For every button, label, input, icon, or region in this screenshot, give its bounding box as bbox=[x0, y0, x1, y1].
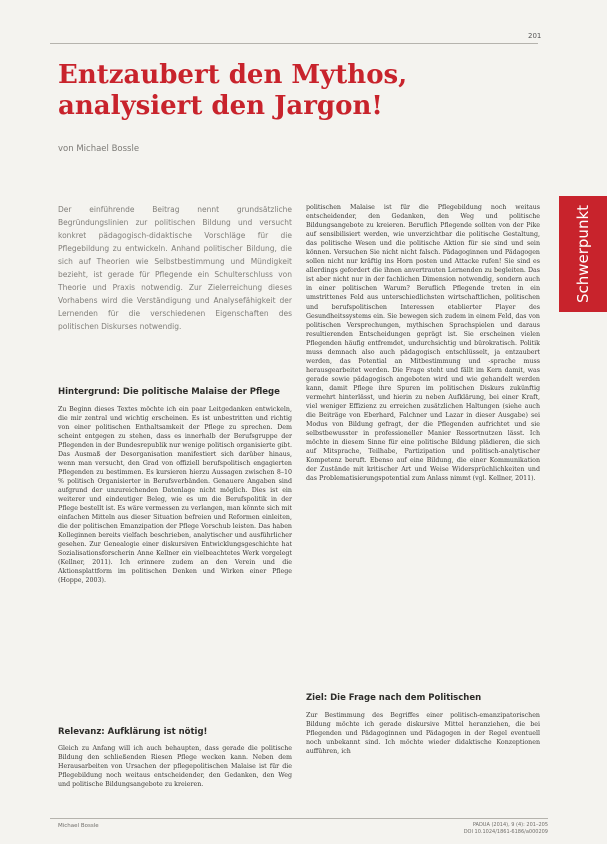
right-column-continuation: politischen Malaise ist für die Pflegebildung noch weitaus entscheidender, den Gedanken, den Weg und politische Bildungsangebote zu kreieren. Beruflich Pflegende sollten von der Pike auf sensibilisiert werden, wie unverzichtbar die politische Gestaltung, das politische Wesen und die politische Aktion für sie sind und sein können. Versuchen Sie nicht nicht falsch. Pädagoginnen und Pädagogen sollen nicht nur kräftig ins Horn posten und Attacke rufen! Sie sind es allerdings gefordert die ihnen anvertrauten Lernenden zu begleiten. Das ist aber nicht nur in der fachlichen Dimension notwendig, sondern auch in einer politischen Warum? Beruflich Pflegende treten in ein umstrittenes Feld aus unterschiedlichsten wirtschaftlichen, politischen und berufspolitischen Interessen etablierter Player des Gesundheitssystems ein. Sie bewegen sich zudem in einem Feld, das von politischen Versprechungen, mythischen Sprachspielen und daraus resultierenden Entscheidungen geprägt ist. Sie erscheinen vielen Pflegenden häufig entfremdet, undurchsichtig und bürokratisch. Politik muss demnach also auch pädagogisch entschlüsselt, ja entzaubert werden, das Potential an Mitbestimmung und -sprache muss herausgearbeitet werden. Die Frage steht und fällt im Kern damit, was gerade sowie pädagogisch angeboten wird und wie gehandelt werden kann, damit Pflege ihre Spuren im politischen Diskurs zukünftig vermehrt hinterlässt, und hierin zu neben Aufklärung, bei einer Kraft, viel weniger Effizienz zu erreichen zusätzlichen Haltungen (siehe auch die Beiträge von Eberhard, Falchner und Lazar in dieser Ausgabe) sei Modus von Bildung gefragt, der die Pflegenden aufrichtet und sie selbstbewusster in professioneller Manier Ressortnutzen lässt. Ich möchte in diesem Sinne für eine politische Bildung plädieren, die sich auf Mitsprache, Teilhabe, Partizipation und politisch-analytischer Kompetenz beruft. Ebenso auf eine Bildung, die einer Kommunikation der Zustände mit kritischer Art und Weise Widersprüchlichkeiten und das Problematisierungspotential zum Anlass nimmt (vgl. Kellner, 2011). bbox=[306, 204, 540, 483]
article-title: Entzaubert den Mythos, analysiert den Jargon! bbox=[58, 60, 408, 121]
section-heading-hintergrund: Hintergrund: Die politische Malaise der Pflege bbox=[58, 387, 280, 397]
article-author: von Michael Bossle bbox=[58, 144, 140, 154]
bottom-rule bbox=[50, 818, 548, 819]
section-heading-ziel: Ziel: Die Frage nach dem Politischen bbox=[306, 693, 482, 703]
section-paragraph-relevanz: Gleich zu Anfang will ich auch behaupten, dass gerade die politische Bildung den schließenden Riesen Pflege wecken kann. Neben dem Herausarbeiten von Ursachen der pflegepolitischen Malaise ist für die Pflegebildung noch weitaus entscheidender, den Gedanken, den Weg und politische Bildungsangebote zu kreieren. bbox=[58, 745, 292, 789]
footer-author: Michael Bossle bbox=[58, 823, 99, 829]
section-paragraph-ziel: Zur Bestimmung des Begriffes einer politisch-emanzipatorischen Bildung möchte ich gerade diskursive Mittel heranziehen, die bei Pflegenden und Pädagoginnen und Pädagogen in der Regel eventuell noch unbekannt sind. Ich möchte wieder didaktische Konzeptionen aufführen, ich bbox=[306, 711, 540, 755]
section-paragraph-hintergrund: Zu Beginn dieses Textes möchte ich ein paar Leitgedanken entwickeln, die mir zentral und wichtig erscheinen. Es ist unbestritten und richtig von einer politischen Enthaltsamkeit der Pflege zu sprechen. Dem scheint entgegen zu stehen, dass es innerhalb der Berufsgruppe der Pflegenden in der Bundesrepublik nur wenige politisch organisierte gibt. Das Ausmaß der Desorganisation manifestiert sich darüber hinaus, wenn man versucht, den Grad von offiziell berufspolitisch engagierten Pflegenden zu bestimmen. Es kursieren hierzu Aussagen zwischen 8–10 % politisch Organisierter in Berufsverbänden. Genauere Angaben sind aufgrund der unzureichenden Datenlage nicht möglich. Dies ist ein weiterer und eindeutiger Beleg, wie es um die Berufspolitik in der Pflege bestellt ist. Es wäre vermessen zu verlangen, man könnte sich mit einfachen Mitteln aus dieser Situation befreien und Reformen einleiten, die der politischen Emanzipation der Pflege Vorschub leisten. Das haben Kolleginnen bereits vielfach beschrieben, analytischer und ausführlicher gesehen. Zur Genealogie einer diskursiven Entwicklungsgeschichte hat Sozialisationsforscherin Anne Kellner ein vielbeachtetes Werk vorgelegt (Kellner, 2011). Ich erinnere zudem an den Verein und die Aktionsplattform im politischen Denken und Wirken einer Pflege (Hoppe, 2003). bbox=[58, 405, 292, 585]
article-abstract: Der einführende Beitrag nennt grundsätzliche Begründungslinien zur politischen Bildung und versucht konkret pädagogisch-didaktische Vorschläge für die Pflegebildung zu entwickeln. Anhand politischer Bildung, die sich auf Theorien wie Selbstbestimmung und Mündigkeit bezieht, ist gerade für Pflegende ein Schulterschluss von Theorie und Praxis notwendig. Zur Zielerreichung dieses Vorhabens wird die Verständigung und Analysefähigkeit der Lernenden für die verschiedenen Eigenschaften des politischen Diskurses notwendig. bbox=[58, 205, 292, 331]
section-heading-relevanz: Relevanz: Aufklärung ist nötig! bbox=[58, 726, 208, 737]
footer-citation-line-1: PADUA (2014), 9 (4): 201–205 bbox=[472, 822, 548, 828]
top-rule bbox=[50, 43, 538, 44]
section-side-tab bbox=[559, 196, 607, 312]
footer-citation-line-2: DOI 10.1024/1861-6186/a000209 bbox=[463, 829, 548, 835]
page-number: 201 bbox=[528, 32, 542, 40]
left-column bbox=[58, 203, 292, 789]
side-tab-label: Schwerpunkt bbox=[574, 204, 593, 304]
footer-citation bbox=[448, 822, 548, 836]
right-column bbox=[306, 203, 540, 755]
